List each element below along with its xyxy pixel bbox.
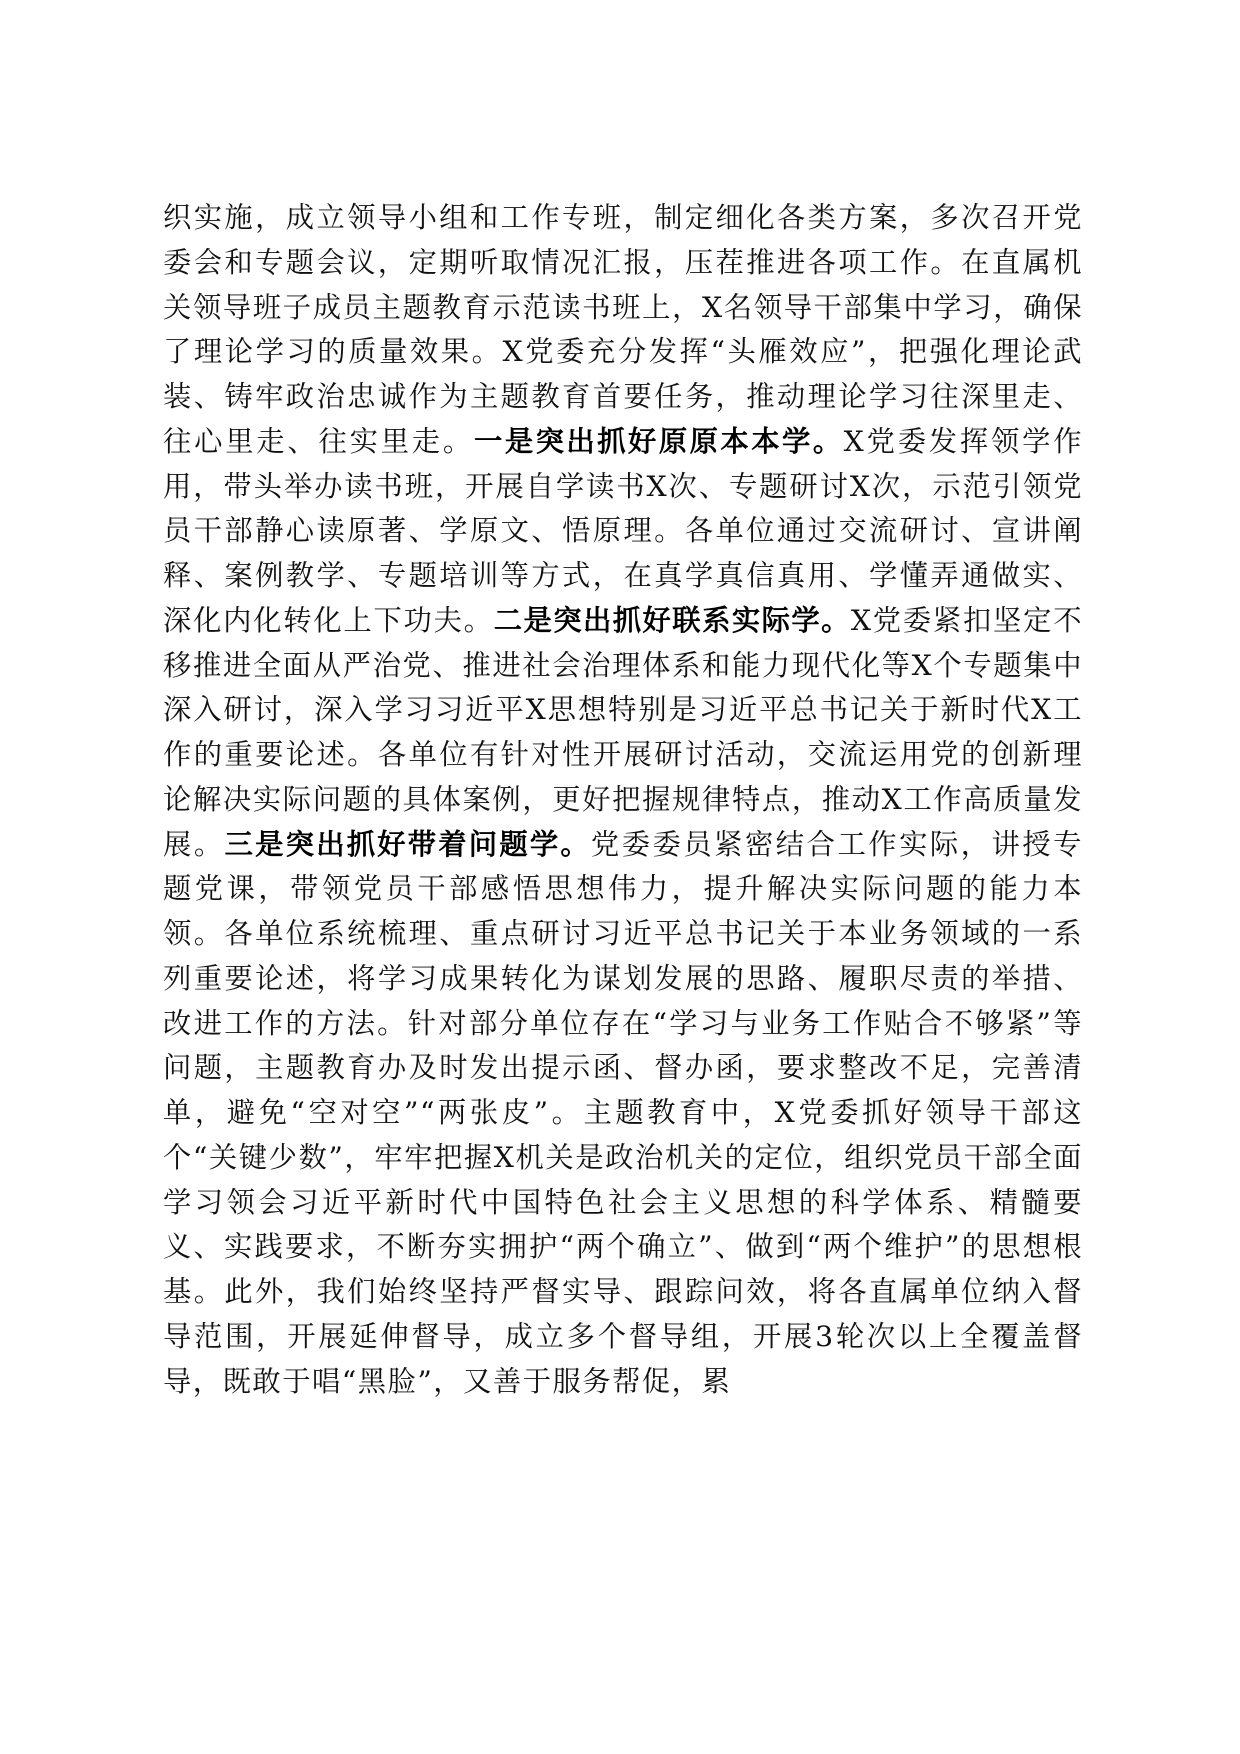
text-segment-3: X党委紧扣坚定不移推进全面从严治党、推进社会治理体系和能力现代化等X个专题集中深入研讨，深入学习习近平X思想特别是习近平总书记关于新时代X工作的重要论述。各单位有针对性开展研讨活动，交流运用党的创新理论解决实际问题的具体案例，更好把握规律特点，推动X工作高质量发展。 xyxy=(163,603,1083,861)
subheading-2: 二是突出抓好联系实际学。 xyxy=(493,603,851,637)
body-paragraph xyxy=(163,196,1083,1404)
text-segment-4: 党委委员紧密结合工作实际，讲授专题党课，带领党员干部感悟思想伟力，提升解决实际问题的能力本领。各单位系统梳理、重点研讨习近平总书记关于本业务领域的一系列重要论述，将学习成果转化为谋划发展的思路、履职尽责的举措、改进工作的方法。针对部分单位存在“学习与业务工作贴合不够紧”等问题，主题教育办及时发出提示函、督办函，要求整改不足，完善清单，避免“空对空”“两张皮”。主题教育中，X党委抓好领导干部这个“关键少数”，牢牢把握X机关是政治机关的定位，组织党员干部全面学习领会习近平新时代中国特色社会主义思想的科学体系、精髓要义、实践要求，不断夯实拥护“两个确立”、做到“两个维护”的思想根基。此外，我们始终坚持严督实导、跟踪问效，将各直属单位纳入督导范围，开展延伸督导，成立多个督导组，开展3轮次以上全覆盖督导，既敢于唱“黑脸”，又善于服务帮促，累 xyxy=(163,827,1083,1398)
text-segment-2: X党委发挥领学作用，带头举办读书班，开展自学读书X次、专题研讨X次，示范引领党员干部静心读原著、学原文、悟原理。各单位通过交流研讨、宣讲阐释、案例教学、专题培训等方式，在真学真信真用、学懂弄通做实、深化内化转化上下功夫。 xyxy=(163,424,1083,637)
subheading-3: 三是突出抓好带着问题学。 xyxy=(224,827,591,861)
subheading-1: 一是突出抓好原原本本学。 xyxy=(474,424,844,458)
text-segment-1: 织实施，成立领导小组和工作专班，制定细化各类方案，多次召开党委会和专题会议，定期听取情况汇报，压茬推进各项工作。在直属机关领导班子成员主题教育示范读书班上，X名领导干部集中学习，确保了理论学习的质量效果。X党委充分发挥“头雁效应”，把强化理论武装、铸牢政治忠诚作为主题教育首要任务，推动理论学习往深里走、往心里走、往实里走。 xyxy=(163,201,1083,458)
